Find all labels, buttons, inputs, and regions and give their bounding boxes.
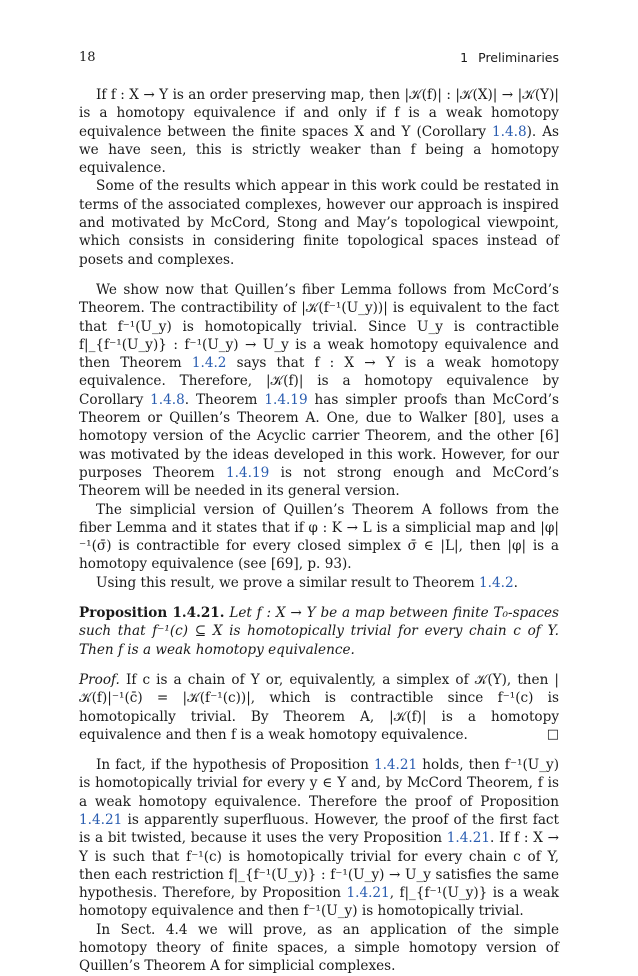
page-number: 18 xyxy=(79,50,96,65)
running-header xyxy=(79,50,559,70)
paragraph-4: The simplicial version of Quillen’s Theorem A follows from the fiber Lemma and it states that if φ : K → L is a simplicial map and |φ|⁻¹(σ̄) is contractible for every closed simplex σ̄ ∈ |L|, then |φ| is a homotopy equivalence (see [69], p. 93). xyxy=(79,501,559,573)
chapter-heading xyxy=(460,50,559,65)
cross-reference-link[interactable]: 1.4.2 xyxy=(191,355,227,372)
cross-reference-link[interactable]: 1.4.21 xyxy=(446,830,491,847)
paragraph-5: Using this result, we prove a similar result to Theorem 1.4.2. xyxy=(96,574,518,591)
qed-square-icon: □ xyxy=(546,726,559,742)
proof xyxy=(79,671,559,744)
cross-reference-link[interactable]: 1.4.21 xyxy=(346,885,390,902)
paragraph-2: Some of the results which appear in this work could be restated in terms of the associated complexes, however our approach is inspired and motivated by McCord, Stong and May’s topological viewpoint, which consists in considering finite topological spaces instead of posets and complexes. xyxy=(79,178,559,268)
proof-label: Proof. xyxy=(79,671,120,688)
proposition-label: Proposition 1.4.21. xyxy=(79,605,225,622)
proof-text: If c is a chain of Y or, equivalently, a simplex of 𝒦(Y), then |𝒦(f)|⁻¹(c̄) = |𝒦(f⁻¹(c))|, which is contractible since f⁻¹(c) is homotopically trivial. By Theorem A, |𝒦(f)| is a homotopy equivalence and then f is a weak homotopy equivalence. xyxy=(79,671,560,743)
proposition-statement: Let f : X → Y be a map between finite T₀-spaces such that f⁻¹(c) ⊆ X is homotopically trivial for every chain c of Y. Then f is a weak homotopy equivalence. xyxy=(79,605,559,658)
paragraph-7: In Sect. 4.4 we will prove, as an application of the simple homotopy theory of finite spaces, a simple homotopy version of Quillen’s Theorem A for simplicial complexes. xyxy=(79,921,559,975)
cross-reference-link[interactable]: 1.4.8 xyxy=(150,391,185,408)
cross-reference-link[interactable]: 1.4.2 xyxy=(479,574,514,591)
body-text xyxy=(79,86,559,976)
cross-reference-link[interactable]: 1.4.21 xyxy=(373,757,418,774)
cross-reference-link[interactable]: 1.4.8 xyxy=(492,123,527,140)
chapter-title: Preliminaries xyxy=(478,50,559,65)
proposition xyxy=(79,604,559,659)
paragraph-6: In fact, if the hypothesis of Proposition 1.4.21 holds, then f⁻¹(U_y) is homotopically trivial for every y ∈ Y and, by McCord Theorem, f is a weak homotopy equivalence. Therefore the proof of Proposition 1.4.21 is apparently superfluous. However, the proof of the first fact is a bit twisted, because it uses the very Proposition 1.4.21. If f : X → Y is such that f⁻¹(c) is homotopically trivial for every chain c of Y, then each restriction f|_{f⁻¹(U_y)} : f⁻¹(U_y) → U_y satisfies the same hypothesis. Therefore, by Proposition 1.4.21, f|_{f⁻¹(U_y)} is a weak homotopy equivalence and then f⁻¹(U_y) is homotopically trivial. xyxy=(79,757,560,920)
cross-reference-link[interactable]: 1.4.19 xyxy=(264,391,308,408)
paragraph-3: We show now that Quillen’s fiber Lemma follows from McCord’s Theorem. The contractibility of |𝒦(f⁻¹(U_y))| is equivalent to the fact that f⁻¹(U_y) is homotopically trivial. Since U_y is contractible f|_{f⁻¹(U_y)} : f⁻¹(U_y) → U_y is a weak homotopy equivalence and then Theorem 1.4.2 says that f : X → Y is a weak homotopy equivalence. Therefore, |𝒦(f)| is a homotopy equivalence by Corollary 1.4.8. Theorem 1.4.19 has simpler proofs than McCord’s Theorem or Quillen’s Theorem A. One, due to Walker [80], uses a homotopy version of the Acyclic carrier Theorem, and the other [6] was motivated by the ideas developed in this work. However, for our purposes Theorem 1.4.19 is not strong enough and McCord’s Theorem will be needed in its general version. xyxy=(79,281,560,500)
paragraph-1: If f : X → Y is an order preserving map, then |𝒦(f)| : |𝒦(X)| → |𝒦(Y)| is a homotopy equivalence if and only if f is a weak homotopy equivalence between the finite spaces X and Y (Corollary 1.4.8). As we have seen, this is strictly weaker than f being a homotopy equivalence. xyxy=(79,87,559,177)
cross-reference-link[interactable]: 1.4.19 xyxy=(226,464,270,481)
cross-reference-link[interactable]: 1.4.21 xyxy=(79,811,123,828)
chapter-number: 1 xyxy=(460,50,469,65)
